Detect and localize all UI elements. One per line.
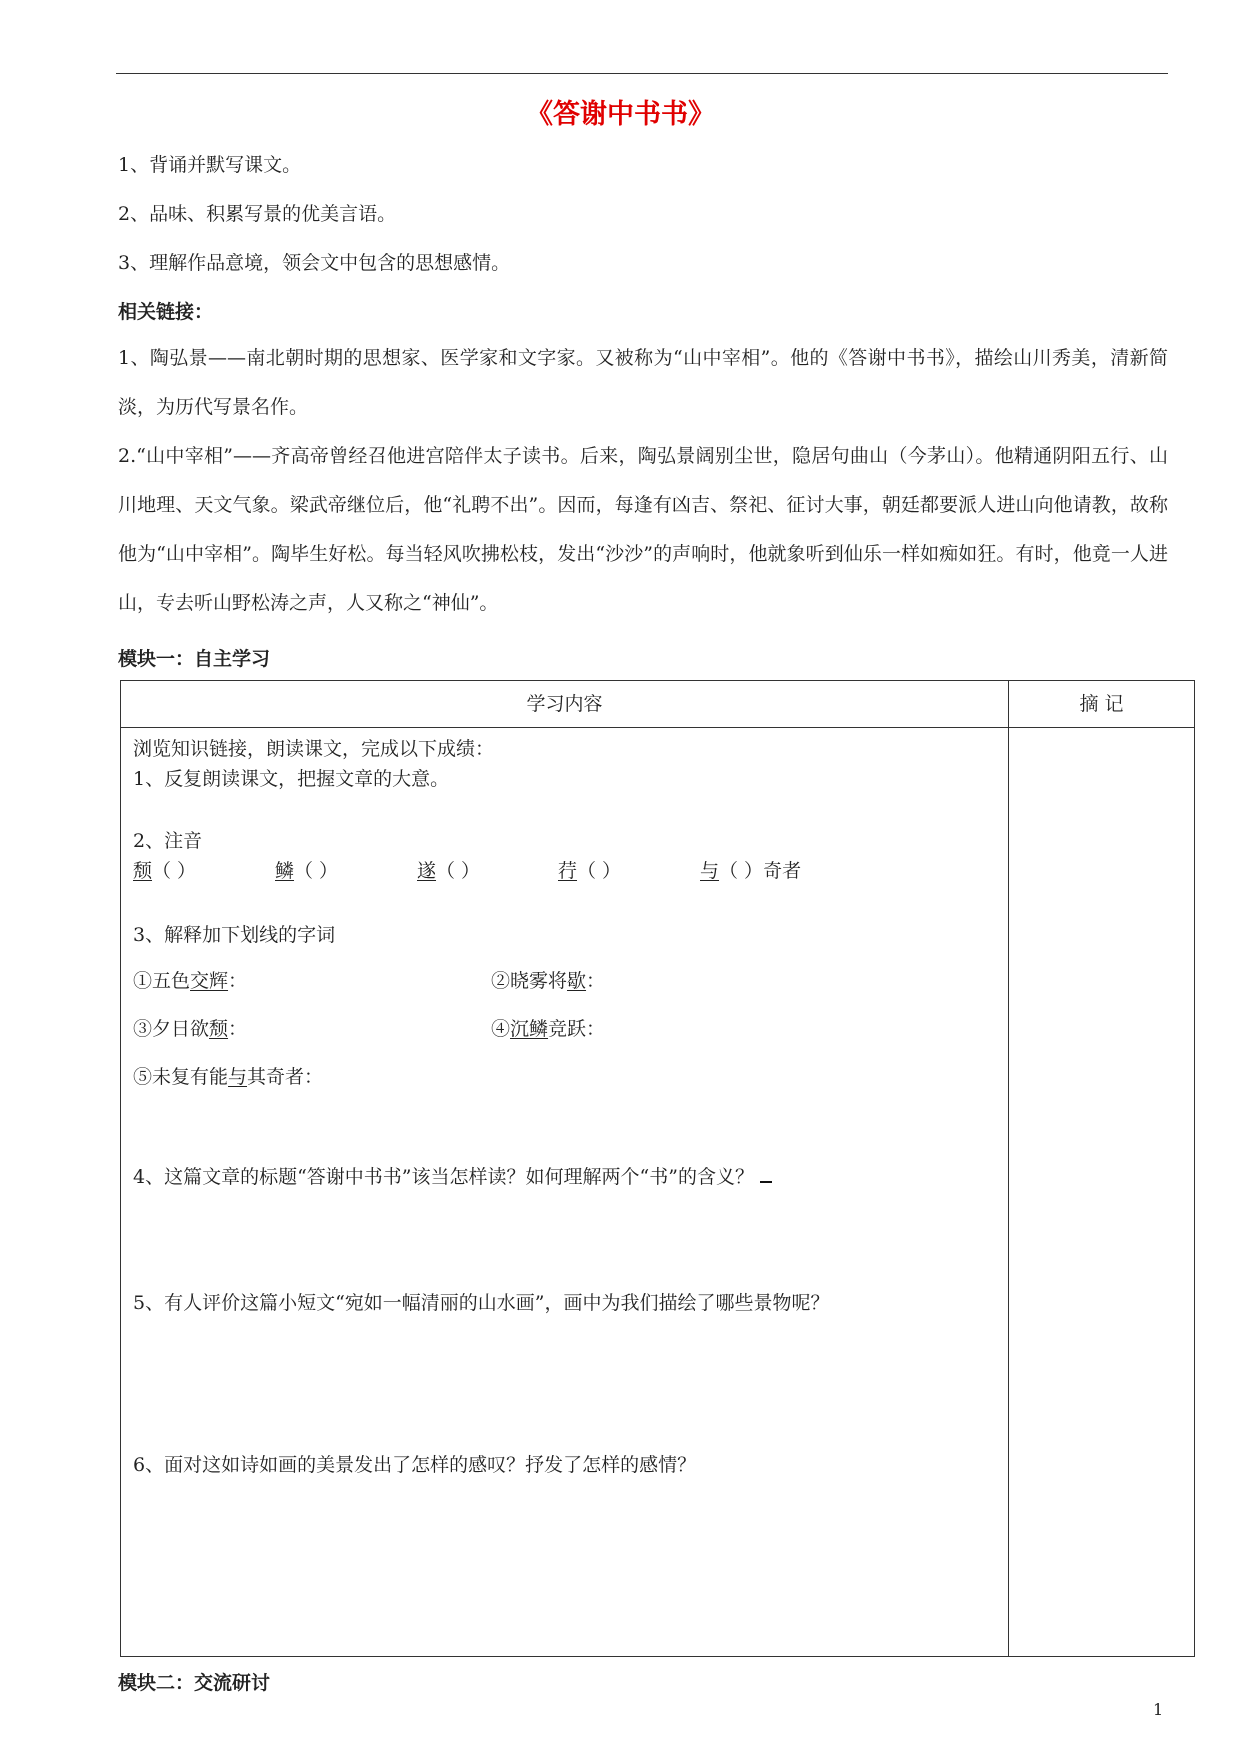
content-cell [121,728,1009,1657]
question-4: 4、这篇文章的标题“答谢中书书”该当怎样读？如何理解两个“书”的含义？ [133,1162,772,1189]
explain-item-2: ②晓雾将歇： [491,970,606,992]
pinyin-item: 荇（ ） [558,860,622,882]
pinyin-row [133,856,801,883]
question-6: 6、面对这如诗如画的美景发出了怎样的感叹？抒发了怎样的感情？ [133,1454,697,1476]
page-number: 1 [1153,1700,1164,1719]
page-title: 《答谢中书书》 [526,99,715,130]
explain-item-4: ④沉鳞竞跃： [491,1018,606,1040]
explain-item-1: ①五色交辉： [133,970,248,992]
study-table [120,680,1195,1657]
question-3-label: 3、解释加下划线的字词 [133,924,336,946]
objective-2: 2、品味、积累写景的优美言语。 [118,203,397,225]
pinyin-item: 颓（ ） [133,860,197,882]
question-1: 1、反复朗读课文，把握文章的大意。 [133,768,450,790]
answer-blank [760,1165,772,1183]
column-header-notes: 摘 记 [1009,681,1195,728]
pinyin-item: 鳞（ ） [275,860,339,882]
intro-text: 浏览知识链接，朗读课文，完成以下成绩： [133,738,495,760]
explain-item-5: ⑤未复有能与其奇者： [133,1066,324,1088]
question-5: 5、有人评价这篇小短文“宛如一幅清丽的山水画”，画中为我们描绘了哪些景物呢？ [133,1292,830,1314]
related-paragraph-2: 2.“山中宰相”——齐高帝曾经召他进宫陪伴太子读书。后来，陶弘景阔别尘世，隐居句曲山（今茅山）。他精通阴阳五行、山川地理、天文气象。梁武帝继位后，他“礼聘不出”。因而，每逢有凶吉、祭祀、征讨大事，朝廷都要派人进山向他请教，故称他为“山中宰相”。陶毕生好松。每当轻风吹拂松枝，发出“沙沙”的声响时，他就象听到仙乐一样如痴如狂。有时，他竟一人进山，专去听山野松涛之声，人又称之“神仙”。 [118,445,1168,614]
column-header-content: 学习内容 [121,681,1009,728]
pinyin-item: 与（ ）奇者 [700,860,802,882]
module2-heading: 模块二：交流研讨 [118,1672,271,1694]
related-heading: 相关链接： [118,301,214,323]
module1-heading: 模块一：自主学习 [118,648,271,670]
explain-item-3: ③夕日欲颓： [133,1018,248,1040]
related-paragraph-1: 1、陶弘景——南北朝时期的思想家、医学家和文字家。又被称为“山中宰相”。他的《答谢中书书》，描绘山川秀美，清新简淡，为历代写景名作。 [118,347,1168,418]
objective-1: 1、背诵并默写课文。 [118,154,302,176]
objective-3: 3、理解作品意境，领会文中包含的思想感情。 [118,252,511,274]
notes-cell [1009,728,1195,1657]
header-rule [116,73,1168,74]
pinyin-item: 遂（ ） [417,860,481,882]
question-2-label: 2、注音 [133,830,203,852]
